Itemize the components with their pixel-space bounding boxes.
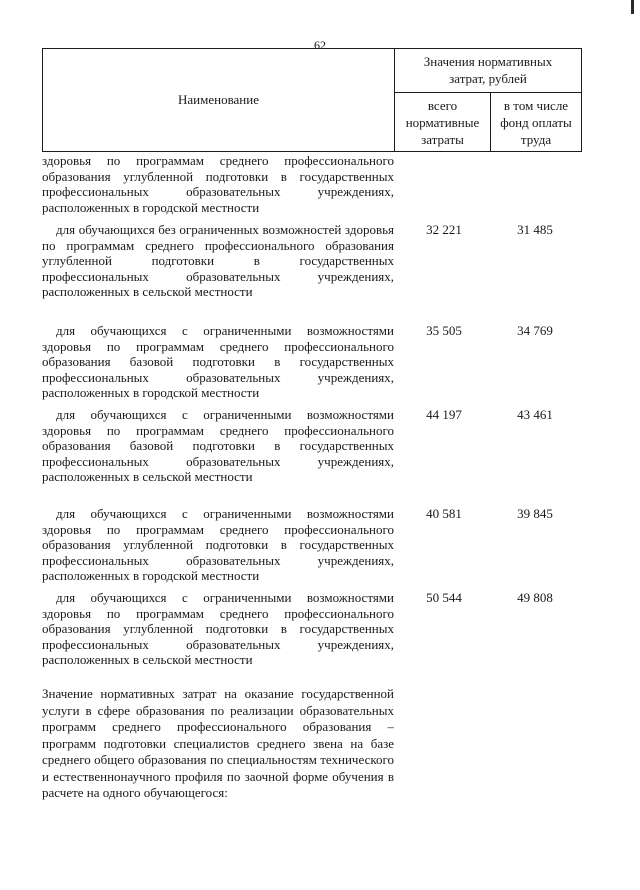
header-name: Наименование xyxy=(43,49,395,151)
row-3-total: 44 197 xyxy=(426,407,462,422)
row-4-total: 40 581 xyxy=(426,506,462,521)
row-3-text: для обучающихся с ограниченными возможностями здоровья по программам среднего профессионального образования базовой подготовки в государственных профессиональных образовательных учреждениях, расположенных в сельской местности xyxy=(42,407,394,484)
row-3-wage: 43 461 xyxy=(517,407,553,422)
row-5-text: для обучающихся с ограниченными возможностями здоровья по программам среднего профессионального образования углубленной подготовки в государственных профессиональных образовательных учреждениях, расположенных в сельской местности xyxy=(42,590,394,667)
page-number: 62 xyxy=(314,38,326,52)
row-2-text: для обучающихся с ограниченными возможностями здоровья по программам среднего профессионального образования базовой подготовки в государственных профессиональных образовательных учреждениях, расположенных в городской местности xyxy=(42,323,394,400)
scan-edge-mark xyxy=(631,0,634,14)
row-5-total: 50 544 xyxy=(426,590,462,605)
row-1-text: для обучающихся без ограниченных возможностей здоровья по программам среднего профессионального образования углубленной подготовки в государственных профессиональных образовательных учреждениях, расположенных в сельской местности xyxy=(42,222,394,299)
closing-paragraph: Значение нормативных затрат на оказание государственной услуги в сфере образования по реализации образовательных программ среднего профессионального образования – программ подготовки специалистов среднего звена на базе среднего общего образования по специальностям технического и естественнонаучного профиля по заочной форме обучения в расчете на одного обучающегося: xyxy=(42,686,394,800)
row-2-total: 35 505 xyxy=(426,323,462,338)
row-5-wage: 49 808 xyxy=(517,590,553,605)
row-1-wage: 31 485 xyxy=(517,222,553,237)
header-wage: в том числе фонд оплаты труда xyxy=(500,98,572,147)
row-1-total: 32 221 xyxy=(426,222,462,237)
row-4-text: для обучающихся с ограниченными возможностями здоровья по программам среднего профессионального образования углубленной подготовки в государственных профессиональных образовательных учреждениях, расположенных в городской местности xyxy=(42,506,394,583)
row-2-wage: 34 769 xyxy=(517,323,553,338)
header-values-group: Значения нормативных затрат, рублей xyxy=(395,49,581,93)
header-total: всего нормативные затраты xyxy=(395,93,491,151)
row-0-text: здоровья по программам среднего профессионального образования углубленной подготовки в государственных профессиональных образовательных учреждениях, расположенных в городской местности xyxy=(42,153,394,215)
row-4-wage: 39 845 xyxy=(517,506,553,521)
table-header xyxy=(42,48,582,152)
